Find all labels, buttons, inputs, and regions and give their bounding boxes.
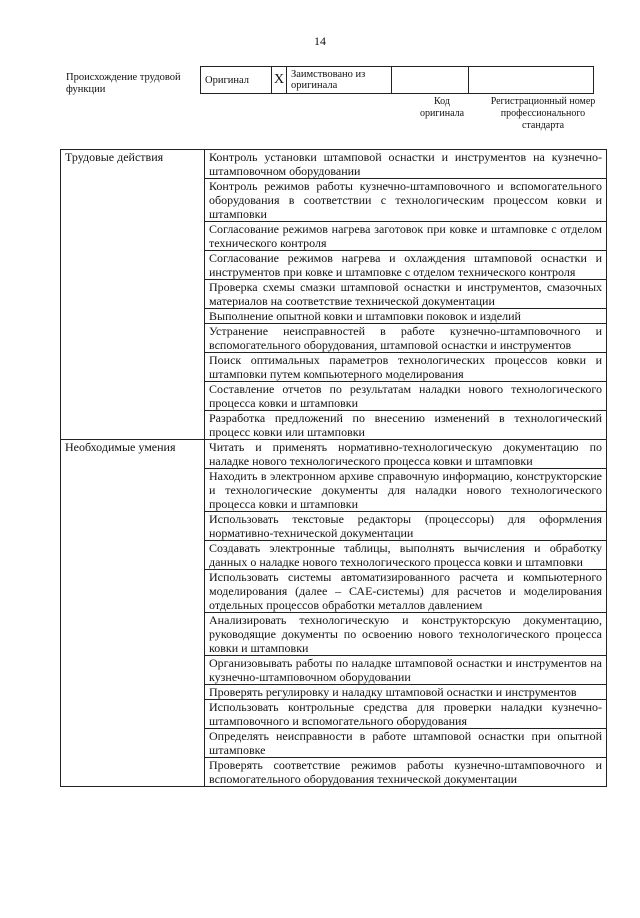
- origin-label: Происхождение трудовой функции: [66, 72, 181, 95]
- table-row: [61, 150, 607, 179]
- list-item: Контроль режимов работы кузнечно-штамповочного и вспомогательного оборудования в соответствии с технологическим процессом ковки и штамповки: [205, 179, 607, 222]
- list-item: Составление отчетов по результатам наладки нового технологического процесса ковки и штамповки: [205, 382, 607, 411]
- list-item: Выполнение опытной ковки и штамповки поковок и изделий: [205, 309, 607, 324]
- list-item: Контроль установки штамповой оснастки и инструментов на кузнечно-штамповочном оборудовании: [205, 150, 607, 179]
- original-mark: X: [272, 67, 287, 94]
- list-item: Согласование режимов нагрева заготовок при ковке и штамповке с отделом технического контроля: [205, 222, 607, 251]
- list-item: Согласование режимов нагрева и охлаждения штамповой оснастки и инструментов при ковке и штамповке с отделом технического контроля: [205, 251, 607, 280]
- reg-number-cell: [469, 67, 594, 94]
- origin-row: [201, 67, 594, 94]
- list-item: Использовать контрольные средства для проверки наладки кузнечно-штамповочного и вспомогательного оборудования: [205, 700, 607, 729]
- list-item: Проверять соответствие режимов работы кузнечно-штамповочного и вспомогательного оборудования технической документации: [205, 758, 607, 787]
- borrowed-cell: Заимствовано из оригинала: [287, 67, 392, 94]
- table-row: [61, 440, 607, 469]
- code-cell: [392, 67, 469, 94]
- list-item: Анализировать технологическую и конструкторскую документацию, руководящие документы по освоению нового технологического процесса ковки и штамповки: [205, 613, 607, 656]
- list-item: Использовать текстовые редакторы (процессоры) для оформления нормативно-технической документации: [205, 512, 607, 541]
- list-item: Проверять регулировку и наладку штамповой оснастки и инструментов: [205, 685, 607, 700]
- list-item: Разработка предложений по внесению изменений в технологический процесс ковки или штамповки: [205, 411, 607, 440]
- origin-table: [200, 66, 594, 94]
- reg-number-caption: Регистрационный номер профессионального стандарта: [490, 96, 596, 131]
- list-item: Читать и применять нормативно-технологическую документацию по наладке нового технологического процесса ковки и штамповки: [205, 440, 607, 469]
- list-item: Проверка схемы смазки штамповой оснастки и инструментов, смазочных материалов на соответствие технической документации: [205, 280, 607, 309]
- functions-table: [60, 149, 607, 787]
- list-item: Поиск оптимальных параметров технологических процессов ковки и штамповки путем компьютерного моделирования: [205, 353, 607, 382]
- page-number: 14: [314, 34, 326, 48]
- code-caption: Код оригинала: [419, 96, 465, 119]
- section-title: Необходимые умения: [61, 440, 205, 787]
- list-item: Устранение неисправностей в работе кузнечно-штамповочного и вспомогательного оборудования, штамповой оснастки и инструментов: [205, 324, 607, 353]
- original-cell: Оригинал: [201, 67, 272, 94]
- list-item: Использовать системы автоматизированного расчета и компьютерного моделирования (далее – САЕ-системы) для расчетов и моделирования отдельных процессов обработки металлов давлением: [205, 570, 607, 613]
- list-item: Определять неисправности в работе штамповой оснастки при опытной штамповке: [205, 729, 607, 758]
- list-item: Организовывать работы по наладке штамповой оснастки и инструментов на кузнечно-штамповочном оборудовании: [205, 656, 607, 685]
- list-item: Создавать электронные таблицы, выполнять вычисления и обработку данных о наладке нового технологического процесса ковки и штамповки: [205, 541, 607, 570]
- section-title: Трудовые действия: [61, 150, 205, 440]
- list-item: Находить в электронном архиве справочную информацию, конструкторские и технологические документы для наладки нового технологического процесса ковки и штамповки: [205, 469, 607, 512]
